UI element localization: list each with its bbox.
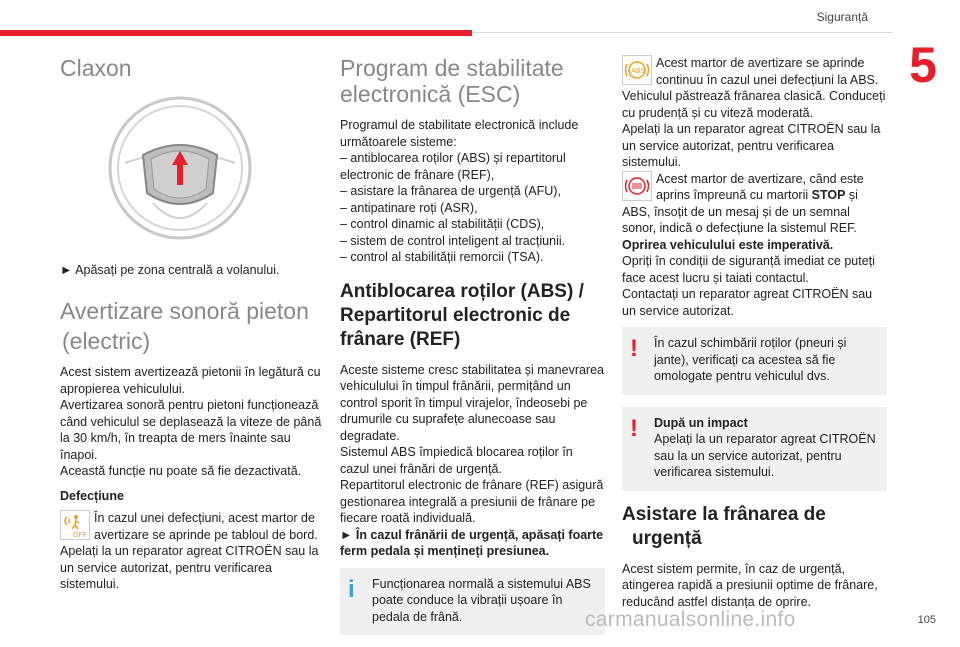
defect-block bbox=[60, 510, 325, 543]
abs-instruction: ► În cazul frânării de urgență, apăsați foarte ferm pedala și mențineți presiunea. bbox=[340, 527, 604, 558]
afu-heading-line2: urgență bbox=[632, 527, 702, 549]
stop-label: STOP bbox=[811, 188, 846, 202]
pedestrian-paragraph: Acest sistem avertizează pietonii în legătură cu apropierea vehiculului. bbox=[60, 365, 321, 396]
warning-exclamation-icon: ! bbox=[630, 335, 638, 362]
top-rule bbox=[472, 32, 892, 33]
list-item: – sistem de control inteligent al tracțiunii. bbox=[340, 233, 566, 248]
abs-warning-icon bbox=[622, 55, 652, 85]
top-accent-bar bbox=[0, 30, 472, 36]
watermark: carmanualsonline.info bbox=[585, 608, 796, 631]
section-title: Siguranță bbox=[816, 10, 868, 24]
pedestrian-heading-line1: Avertizare sonoră pieton bbox=[60, 298, 309, 324]
abs-heading: Antiblocarea roților (ABS) / Repartitorul electronic de frânare (REF) bbox=[340, 280, 584, 350]
column-2 bbox=[340, 55, 605, 647]
abs-warning-text-3: Apelați la un reparator agreat CITROËN sau la un service autorizat, pentru verificarea sistemului. bbox=[622, 122, 881, 169]
pedestrian-heading-line2: (electric) bbox=[62, 328, 151, 354]
list-item: – antiblocarea roților (ABS) și repartitorul electronic de frânare (REF), bbox=[340, 151, 566, 182]
ref-warning-text: Acest martor de avertizare, când este aprins împreună cu martorii STOP și ABS, însoțit de un mesaj și de un semnal sonor, indică o defecțiune la sistemul REF. bbox=[622, 171, 864, 235]
stop-text-1: Opriți în condiții de siguranță imediat ce puteți face acest lucru și taiati contactul. bbox=[622, 254, 875, 285]
pedestrian-body bbox=[60, 364, 325, 480]
pedestrian-paragraph: Această funcție nu poate să fie dezactivată. bbox=[60, 464, 302, 478]
abs-body-1: Aceste sisteme cresc stabilitatea și manevrarea vehiculului în timpul frânării, permițând un control sporit în timpul virajelor, îndeosebi pe drumurile cu suprafețe alunecoase sau degradate. bbox=[340, 362, 604, 443]
esc-heading-line2: electronică (ESC) bbox=[340, 81, 521, 107]
column-1 bbox=[60, 55, 325, 593]
abs-body-2: Sistemul ABS împiedică blocarea roților în cazul unei frânări de urgență. bbox=[340, 445, 573, 476]
steering-wheel-illustration bbox=[105, 93, 325, 248]
steering-wheel-icon bbox=[105, 93, 255, 243]
abs-warning-block bbox=[622, 55, 887, 88]
column-3 bbox=[622, 55, 887, 610]
pedestrian-alert-off-icon bbox=[60, 510, 90, 540]
info-note bbox=[340, 568, 605, 636]
page-number: 105 bbox=[917, 614, 936, 626]
tyres-note-text: În cazul schimbării roților (pneuri și jante), verificați ca acestea să fie omologate pentru vehiculul dvs. bbox=[654, 336, 847, 383]
claxon-heading: Claxon bbox=[60, 55, 132, 81]
ref-brake-warning-icon bbox=[622, 171, 652, 201]
stop-text-2: Contactați un reparator agreat CITROËN sau un service autorizat. bbox=[622, 287, 873, 318]
abs-warning-text: Acest martor de avertizare se aprinde continuu în cazul unei defecțiuni la ABS. bbox=[656, 56, 879, 87]
defect-text: În cazul unei defecțiuni, acest martor de avertizare se aprinde pe tabloul de bord. bbox=[94, 511, 318, 542]
warning-exclamation-icon: ! bbox=[630, 414, 638, 442]
chapter-number: 5 bbox=[909, 37, 937, 93]
svg-text:ABS: ABS bbox=[631, 67, 645, 75]
info-icon: i bbox=[348, 575, 355, 603]
impact-note bbox=[622, 407, 887, 491]
abs-warning-text-2: Vehiculul păstrează frânarea clasică. Conduceți cu prudență și cu viteză moderată. bbox=[622, 89, 886, 120]
svg-text:OFF: OFF bbox=[73, 531, 87, 539]
defect-text-2: Apelați la un reparator agreat CITROËN sau la un service autorizat, pentru verificarea sistemului. bbox=[60, 544, 319, 591]
list-item: – asistare la frânarea de urgență (AFU), bbox=[340, 184, 561, 198]
impact-note-title: După un impact bbox=[654, 415, 748, 430]
ref-warning-block bbox=[622, 171, 887, 237]
tyres-note bbox=[622, 327, 887, 395]
impact-note-text: Apelați la un reparator agreat CITROËN sau la un service autorizat, pentru verificarea sistemului. bbox=[654, 432, 876, 479]
info-note-text: Funcționarea normală a sistemului ABS poate conduce la vibrații ușoare în pedala de frână. bbox=[372, 576, 591, 624]
pedestrian-paragraph: Avertizarea sonoră pentru pietoni funcționează când vehiculul se deplasează la viteze de până la 30 km/h, în treapta de mers înainte sau înapoi. bbox=[60, 398, 322, 462]
esc-intro: Programul de stabilitate electronică include următoarele sisteme: bbox=[340, 118, 579, 149]
list-item: – control dinamic al stabilității (CDS), bbox=[340, 217, 545, 231]
stop-imperative: Oprirea vehiculului este imperativă. bbox=[622, 237, 834, 252]
list-item: – antipatinare roți (ASR), bbox=[340, 200, 478, 215]
esc-list bbox=[340, 150, 605, 266]
afu-heading-line1: Asistare la frânarea de bbox=[622, 503, 826, 525]
defect-heading: Defecțiune bbox=[60, 488, 124, 503]
afu-body: Acest sistem permite, în caz de urgență, atingerea rapidă a presiunii optime de frânare, reducând astfel distanța de oprire. bbox=[622, 561, 878, 609]
claxon-instruction: ► Apăsați pe zona centrală a volanului. bbox=[60, 262, 280, 277]
esc-heading-line1: Program de stabilitate bbox=[340, 55, 564, 81]
list-item: – control al stabilității remorcii (TSA). bbox=[340, 250, 544, 264]
abs-body-3: Repartitorul electronic de frânare (REF) asigură gestionarea integrală a presiunii de frânare pe fiecare roată individuală. bbox=[340, 478, 604, 525]
